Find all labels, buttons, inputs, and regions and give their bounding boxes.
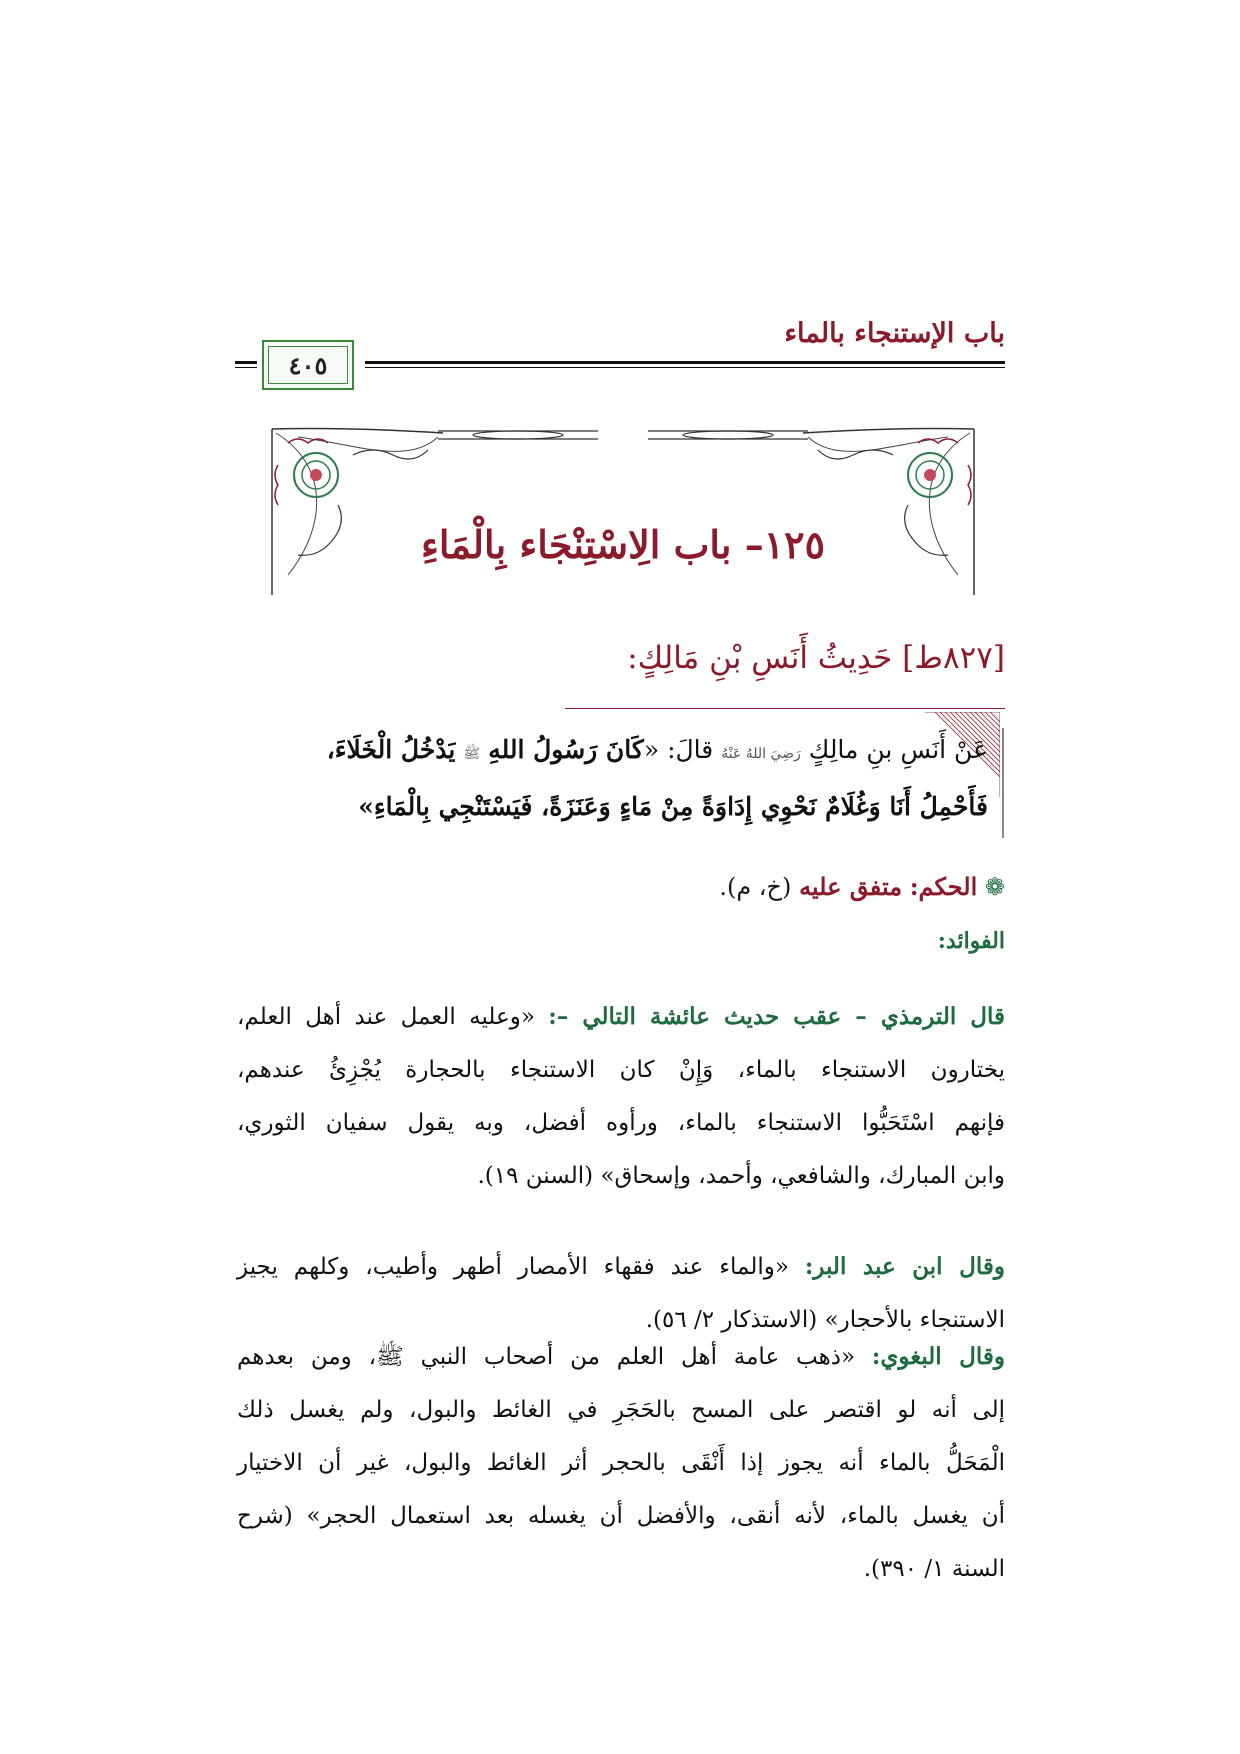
- ruling-sources: (خ، م).: [719, 873, 792, 901]
- hadith-heading: [٨٢٧ط] حَدِيثُ أَنَسِ بْنِ مَالِكٍ:: [627, 640, 1005, 676]
- chapter-title: ١٢٥– باب الِاسْتِنْجَاء بِالْمَاءِ: [421, 522, 825, 567]
- ruling-label: الحكم:: [909, 872, 978, 901]
- page-number-frame: [262, 340, 354, 390]
- paragraph-line: وابن المبارك، والشافعي، وأحمد، وإسحاق» (السنن ١٩).: [477, 1163, 1005, 1189]
- header-rule-left-thin: [235, 367, 257, 368]
- hadith-quote-b: يَدْخُلُ الْخَلَاءَ،: [326, 735, 456, 764]
- honorific-saw: ﷺ: [463, 746, 481, 762]
- paragraph-line: «والماء عند فقهاء الأمصار أطهر وأطيب، وكلهم يجيز: [237, 1254, 789, 1280]
- hadith-quote-a: كَانَ رَسُولُ اللهِ: [488, 735, 644, 764]
- page-number: ٤٠٥: [288, 350, 328, 380]
- paragraph-line: إلى أنه لو اقتصر على المسح بالحَجَرِ في الغائط والبول، ولم يغسل ذلك: [237, 1397, 1005, 1423]
- benefit-paragraph-3: [237, 1330, 1005, 1596]
- hadith-side-rule: [1002, 728, 1004, 838]
- flower-ornament-icon: ❁: [984, 873, 1005, 901]
- paragraph-lead: وقال البغوي:: [871, 1343, 1006, 1370]
- paragraph-lead: قال الترمذي – عقب حديث عائشة التالي –:: [548, 1003, 1006, 1030]
- header-rule: [365, 361, 1005, 364]
- top-bar-ornament: [438, 431, 808, 439]
- paragraph-line: السنة ١/ ٣٩٠).: [863, 1556, 1005, 1582]
- left-corner-ornament: [272, 429, 443, 596]
- paragraph-line: فإنهم اسْتَحَبُّوا الاستنجاء بالماء، ورأوه أفضل، وبه يقول سفيان الثوري،: [237, 1110, 1005, 1136]
- header-rule-thin: [365, 367, 1005, 368]
- paragraph-line: يختارون الاستنجاء بالماء، وَإِنْ كان الاستنجاء بالحجارة يُجْزِئُ عندهم،: [237, 1057, 1005, 1083]
- paragraph-line: «ذهب عامة أهل العلم من أصحاب النبي ﷺ، ومن بعدهم: [237, 1344, 856, 1370]
- hadith-heading-rule: [565, 708, 1005, 709]
- hadith-narrator: عَنْ أَنَسِ بنِ مالِكٍ: [808, 735, 988, 764]
- benefits-label: الفوائد:: [937, 928, 1005, 954]
- paragraph-line: الاستنجاء بالأحجار» (الاستذكار ٢/ ٥٦).: [645, 1307, 1005, 1333]
- honorific-ra: رَضِيَ اللهُ عَنْهُ: [721, 746, 801, 762]
- benefit-paragraph-1: [237, 990, 1005, 1203]
- paragraph-lead: وقال ابن عبد البر:: [804, 1253, 1005, 1280]
- right-corner-ornament: [803, 429, 974, 596]
- running-title: باب الإستنجاء بالماء: [784, 318, 1005, 349]
- ruling-line: [719, 872, 1005, 901]
- paragraph-line: أن يغسل بالماء، لأنه أنقى، والأفضل أن يغسله بعد استعمال الحجر» (شرح: [237, 1503, 1005, 1529]
- chapter-ornament-frame: [268, 425, 978, 595]
- paragraph-line: الْمَحَلُّ بالماء أنه يجوز إذا أَنْقَى بالحجر أثر الغائط والبول، غير أن الاختيار: [237, 1450, 1005, 1476]
- header-rule-left: [235, 361, 257, 364]
- hadith-said: قالَ: «: [643, 735, 714, 764]
- ruling-value: متفق عليه: [799, 872, 903, 901]
- hadith-text-line-2: فَأَحْمِلُ أَنَا وَغُلَامٌ نَحْوِي إِدَاوَةً مِنْ مَاءٍ وَعَنَزَةً، فَيَسْتَنْجِي بِالْمَاءِ»: [358, 792, 988, 821]
- paragraph-line: «وعليه العمل عند أهل العلم،: [237, 1004, 535, 1030]
- hadith-text-line-1: [327, 735, 988, 765]
